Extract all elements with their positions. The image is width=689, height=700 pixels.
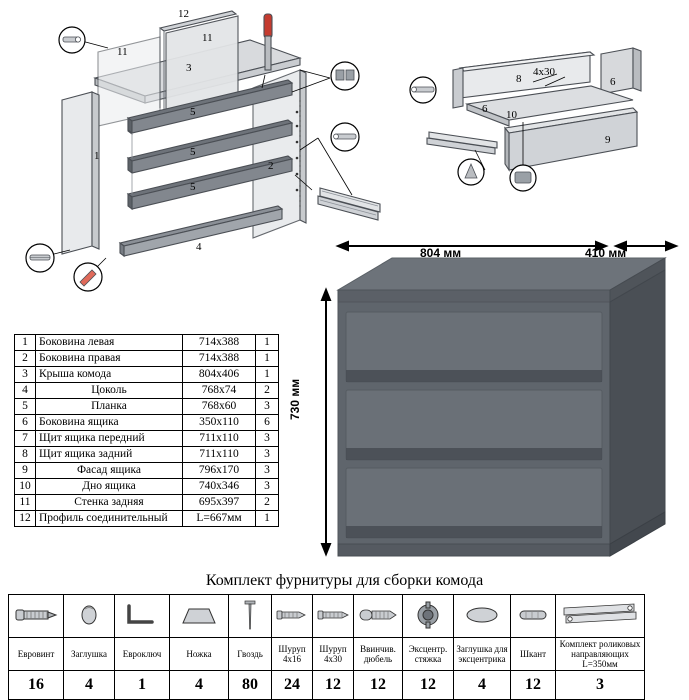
part-dimension: L=667мм (183, 511, 256, 527)
part-name: Стенка задняя (36, 495, 183, 511)
kit-item-count: 12 (403, 671, 454, 700)
kit-item-count: 4 (454, 671, 511, 700)
part-quantity: 3 (256, 431, 279, 447)
table-row (15, 447, 279, 463)
kit-item-count: 1 (115, 671, 170, 700)
table-row (15, 431, 279, 447)
table-row (15, 511, 279, 527)
table-row (15, 351, 279, 367)
drawer-label: 8 (516, 73, 522, 85)
part-name: Дно ящика (36, 479, 183, 495)
cap-icon (64, 595, 115, 638)
kit-item-name: Шкант (511, 638, 556, 671)
part-quantity: 3 (256, 447, 279, 463)
exploded-label: 5 (190, 146, 196, 158)
kit-item-count: 16 (9, 671, 64, 700)
part-name: Боковина правая (36, 351, 183, 367)
kit-item-count: 24 (272, 671, 313, 700)
kit-item-name: Эксцентр. стяжка (403, 638, 454, 671)
kit-item-name: Евроключ (115, 638, 170, 671)
parts-table (14, 334, 279, 527)
part-quantity: 1 (256, 351, 279, 367)
nail-icon (229, 595, 272, 638)
part-name: Профиль соединительный (36, 511, 183, 527)
part-dimension: 714х388 (183, 335, 256, 351)
hardware-kit-table (8, 594, 645, 700)
kit-item-name: Шуруп 4х16 (272, 638, 313, 671)
part-number: 5 (15, 399, 36, 415)
drawer-label: 6 (482, 103, 488, 115)
part-name: Боковина левая (36, 335, 183, 351)
part-number: 12 (15, 511, 36, 527)
part-quantity: 3 (256, 399, 279, 415)
kit-item-count: 12 (354, 671, 403, 700)
drawer-label: 10 (506, 109, 517, 121)
exploded-label: 5 (190, 181, 196, 193)
kit-item-count: 4 (64, 671, 115, 700)
part-number: 6 (15, 415, 36, 431)
part-number: 7 (15, 431, 36, 447)
kit-item-name: Ножка (170, 638, 229, 671)
part-dimension: 768х74 (183, 383, 256, 399)
table-row (15, 463, 279, 479)
exploded-label: 11 (202, 32, 213, 44)
part-quantity: 1 (256, 335, 279, 351)
exploded-label: 1 (94, 150, 100, 162)
part-name: Фасад ящика (36, 463, 183, 479)
dowel-screw-icon (354, 595, 403, 638)
exploded-label: 3 (186, 62, 192, 74)
kit-item-name: Ввинчив. дюбель (354, 638, 403, 671)
screw-4x30-icon (313, 595, 354, 638)
part-quantity: 2 (256, 383, 279, 399)
part-quantity: 1 (256, 511, 279, 527)
drawer-detail-diagram (405, 30, 685, 210)
table-row (15, 415, 279, 431)
part-name: Цоколь (36, 383, 183, 399)
kit-item-name: Заглушка для эксцентрика (454, 638, 511, 671)
kit-item-name: Гвоздь (229, 638, 272, 671)
part-dimension: 740х346 (183, 479, 256, 495)
kit-item-count: 3 (556, 671, 645, 700)
foot-icon (170, 595, 229, 638)
part-dimension: 711х110 (183, 431, 256, 447)
cam-lock-icon (403, 595, 454, 638)
exploded-label: 4 (196, 241, 202, 253)
kit-item-count: 12 (511, 671, 556, 700)
kit-item-name: Комплект роликовых направляющих L=350мм (556, 638, 645, 671)
part-name: Щит ящика передний (36, 431, 183, 447)
exploded-label: 11 (117, 46, 128, 58)
cam-cap-icon (454, 595, 511, 638)
part-dimension: 796х170 (183, 463, 256, 479)
slide-rails-icon (556, 595, 645, 638)
part-name: Крыша комода (36, 367, 183, 383)
part-number: 3 (15, 367, 36, 383)
table-row (15, 495, 279, 511)
kit-item-name: Шуруп 4х30 (313, 638, 354, 671)
part-number: 8 (15, 447, 36, 463)
part-dimension: 804х406 (183, 367, 256, 383)
table-row (15, 479, 279, 495)
part-quantity: 2 (256, 495, 279, 511)
part-dimension: 695х397 (183, 495, 256, 511)
kit-item-count: 80 (229, 671, 272, 700)
part-number: 4 (15, 383, 36, 399)
exploded-label: 12 (178, 8, 189, 20)
part-number: 10 (15, 479, 36, 495)
kit-item-count: 12 (313, 671, 354, 700)
kit-item-name: Заглушка (64, 638, 115, 671)
part-number: 9 (15, 463, 36, 479)
screw-4x16-icon (272, 595, 313, 638)
part-number: 11 (15, 495, 36, 511)
part-dimension: 350х110 (183, 415, 256, 431)
euro-key-icon (115, 595, 170, 638)
table-row (15, 335, 279, 351)
euro-screw-icon (9, 595, 64, 638)
table-row (15, 367, 279, 383)
dresser-render (320, 240, 680, 570)
kit-item-name: Евровинт (9, 638, 64, 671)
kit-item-count: 4 (170, 671, 229, 700)
part-quantity: 6 (256, 415, 279, 431)
table-row (15, 399, 279, 415)
part-name: Боковина ящика (36, 415, 183, 431)
part-dimension: 711х110 (183, 447, 256, 463)
part-number: 2 (15, 351, 36, 367)
table-row (15, 383, 279, 399)
part-number: 1 (15, 335, 36, 351)
depth-dimension-label: 410 мм (585, 246, 627, 260)
part-quantity: 3 (256, 479, 279, 495)
part-quantity: 3 (256, 463, 279, 479)
height-dimension-label: 730 мм (288, 378, 302, 420)
exploded-label: 5 (190, 106, 196, 118)
width-dimension-label: 804 мм (420, 246, 462, 260)
dowel-icon (511, 595, 556, 638)
part-quantity: 1 (256, 367, 279, 383)
part-dimension: 714х388 (183, 351, 256, 367)
part-name: Щит ящика задний (36, 447, 183, 463)
drawer-label: 6 (610, 76, 616, 88)
drawer-label: 4х30 (533, 66, 555, 78)
drawer-label: 9 (605, 134, 611, 146)
exploded-label: 2 (268, 160, 274, 172)
part-name: Планка (36, 399, 183, 415)
hardware-kit-title: Комплект фурнитуры для сборки комода (205, 572, 484, 589)
part-dimension: 768х60 (183, 399, 256, 415)
